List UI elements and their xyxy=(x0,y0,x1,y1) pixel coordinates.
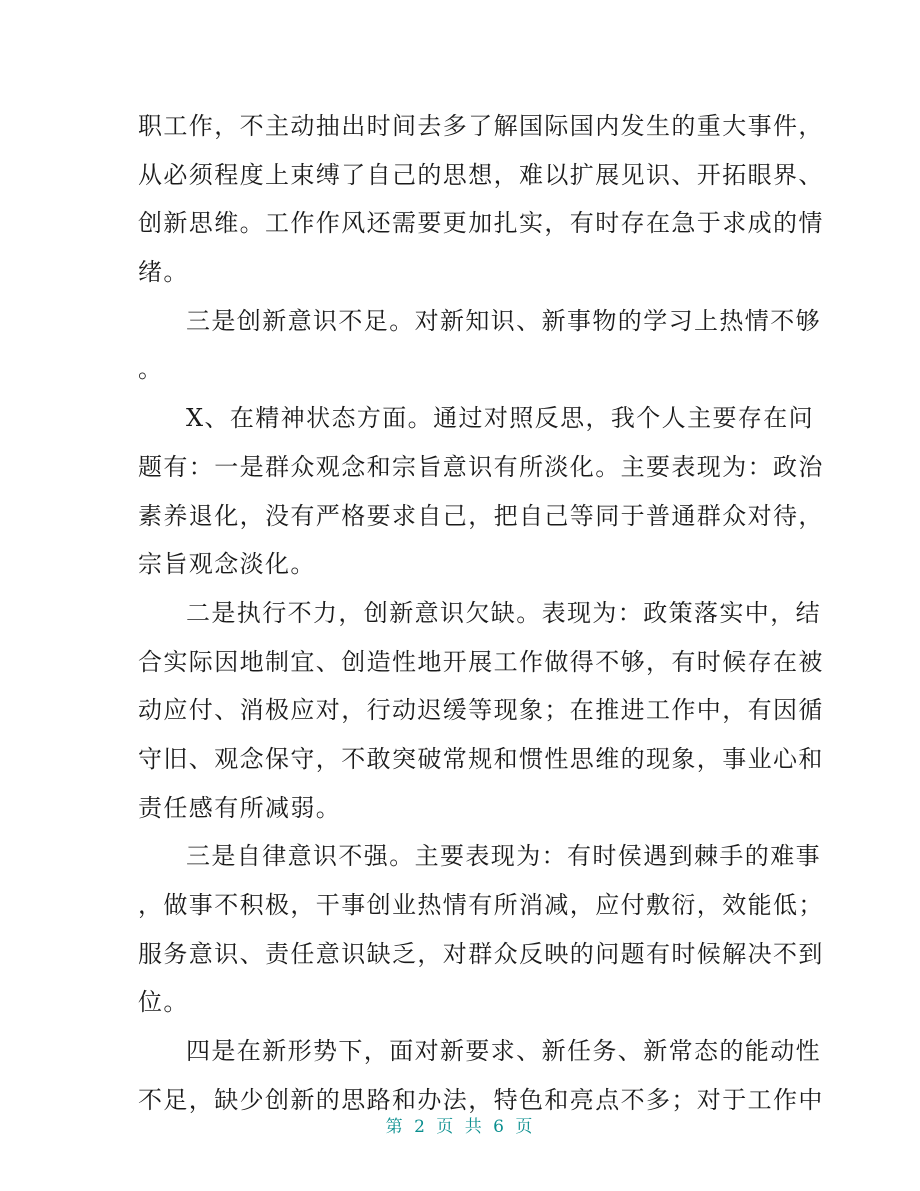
text-line: 守旧、观念保守，不敢突破常规和惯性思维的现象，事业心和 xyxy=(138,744,824,773)
text-line: ，做事不积极，干事创业热情有所消减，应付敷衍，效能低； xyxy=(138,891,824,919)
paragraph xyxy=(138,589,824,832)
paragraph xyxy=(138,1027,824,1124)
paragraph xyxy=(138,102,824,297)
text-line: X、在精神状态方面。通过对照反思，我个人主要存在问 xyxy=(186,404,815,433)
text-line: 素养退化，没有严格要求自己，把自己等同于普通群众对待， xyxy=(138,501,824,530)
footer-suffix: 页 xyxy=(515,1117,535,1137)
footer-page-label: 页 xyxy=(436,1117,456,1137)
text-line: 二是执行不力，创新意识欠缺。表现为：政策落实中，结 xyxy=(186,598,821,627)
text-line: 四是在新形势下，面对新要求、新任务、新常态的能动性 xyxy=(186,1037,821,1066)
paragraph xyxy=(138,832,824,1027)
footer-current-page: 2 xyxy=(414,1117,427,1137)
text-line: 服务意识、责任意识缺乏，对群众反映的问题有时候解决不到 xyxy=(138,939,824,968)
text-line: 位。 xyxy=(138,988,189,1017)
text-line: 合实际因地制宜、创造性地开展工作做得不够，有时候存在被 xyxy=(138,647,824,676)
text-line: 。 xyxy=(138,355,164,384)
paragraph xyxy=(138,394,824,589)
text-line: 不足，缺少创新的思路和办法，特色和亮点不多；对于工作中 xyxy=(138,1085,824,1114)
footer-total-prefix: 共 xyxy=(464,1117,484,1137)
text-line: 责任感有所减弱。 xyxy=(138,793,342,822)
page-footer xyxy=(0,1112,920,1137)
text-line: 职工作，不主动抽出时间去多了解国际国内发生的重大事件， xyxy=(138,112,824,140)
text-line: 三是创新意识不足。对新知识、新事物的学习上热情不够 xyxy=(186,306,821,335)
text-line: 创新思维。工作作风还需要更加扎实，有时存在急于求成的情 xyxy=(138,209,824,238)
footer-prefix: 第 xyxy=(385,1117,405,1137)
text-line: 动应付、消极应对，行动迟缓等现象；在推进工作中，有因循 xyxy=(138,696,824,725)
footer-total-pages: 6 xyxy=(493,1117,506,1137)
text-line: 绪。 xyxy=(138,258,189,287)
text-line: 三是自律意识不强。主要表现为：有时侯遇到棘手的难事 xyxy=(186,842,821,871)
paragraph xyxy=(138,297,821,394)
text-line: 题有：一是群众观念和宗旨意识有所淡化。主要表现为：政治 xyxy=(138,452,824,481)
text-line: 从必须程度上束缚了自己的思想，难以扩展见识、开拓眼界、 xyxy=(138,160,824,189)
document-body xyxy=(138,102,824,1124)
text-line: 宗旨观念淡化。 xyxy=(138,550,316,579)
